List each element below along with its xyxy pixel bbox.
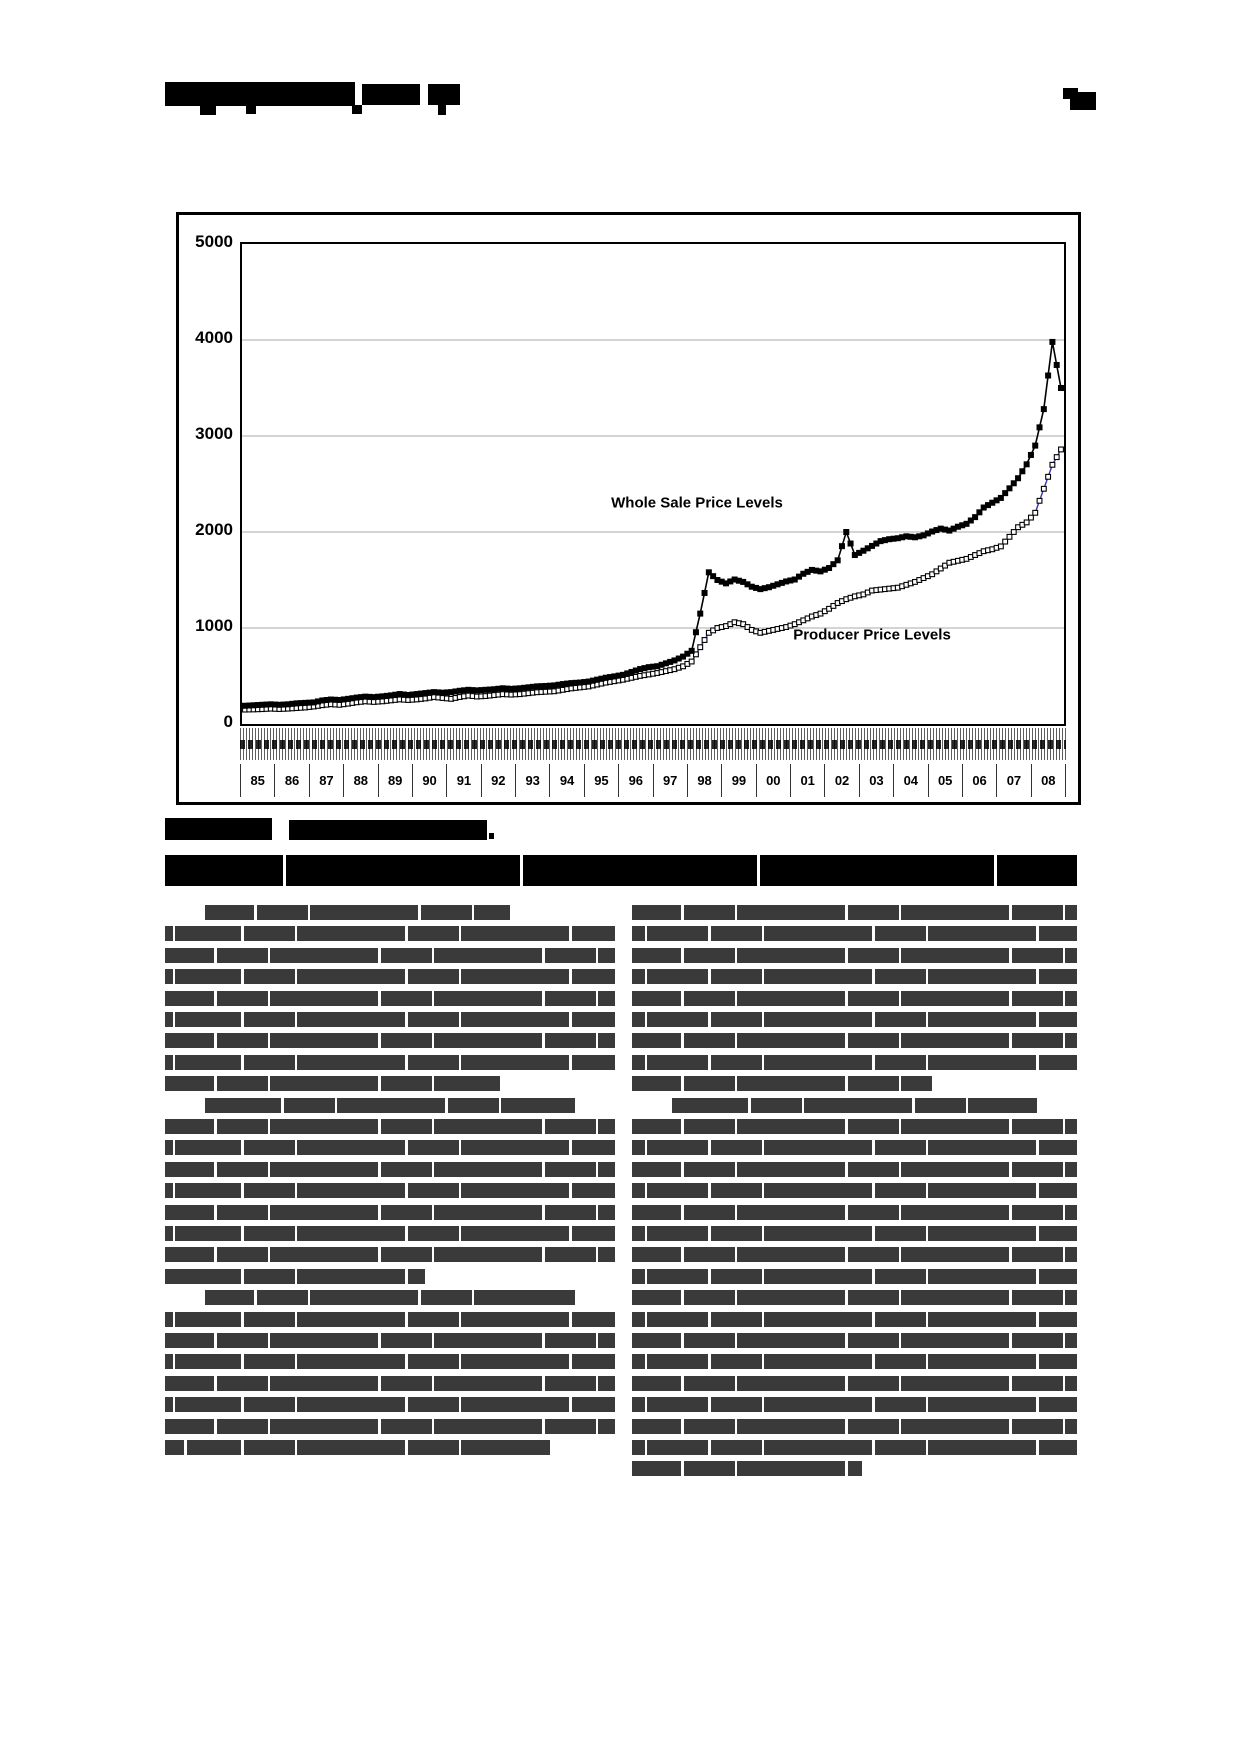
year-label: 98 bbox=[687, 764, 721, 797]
redacted-text-line bbox=[632, 1055, 1077, 1070]
redacted-text-line bbox=[165, 1440, 550, 1455]
redacted-text-line bbox=[632, 1226, 1077, 1241]
redacted-text-line bbox=[205, 905, 510, 920]
year-label: 04 bbox=[893, 764, 927, 797]
redacted-text-line bbox=[165, 1376, 615, 1391]
year-label: 97 bbox=[653, 764, 687, 797]
redacted-text-line bbox=[632, 1205, 1077, 1220]
redacted-text-line bbox=[205, 1290, 575, 1305]
producer-series-label: Producer Price Levels bbox=[793, 626, 951, 644]
year-label: 03 bbox=[859, 764, 893, 797]
price-levels-figure bbox=[176, 212, 1081, 805]
redacted-text-line bbox=[165, 1012, 615, 1027]
redacted-text-line bbox=[632, 1440, 1077, 1455]
year-label: 01 bbox=[790, 764, 824, 797]
redacted-text-line bbox=[632, 1162, 1077, 1177]
year-label: 96 bbox=[618, 764, 652, 797]
redacted-text-line bbox=[165, 1183, 615, 1198]
year-label: 87 bbox=[309, 764, 343, 797]
year-label: 07 bbox=[996, 764, 1030, 797]
wholesale-series-label: Whole Sale Price Levels bbox=[611, 494, 783, 512]
redacted-text-line bbox=[632, 1354, 1077, 1369]
year-label: 06 bbox=[962, 764, 996, 797]
redacted-text-line bbox=[165, 1269, 425, 1284]
redacted-text-line bbox=[632, 1376, 1077, 1391]
redacted-text-line bbox=[632, 1076, 932, 1091]
redacted-text-line bbox=[165, 1312, 615, 1327]
redacted-text-line bbox=[672, 1098, 1037, 1113]
year-label: 88 bbox=[343, 764, 377, 797]
redacted-text-line bbox=[632, 969, 1077, 984]
redacted-text-line bbox=[632, 948, 1077, 963]
title-redaction-bar bbox=[352, 105, 362, 114]
rotated-month-labels bbox=[240, 740, 1066, 749]
redacted-text-line bbox=[632, 905, 1077, 920]
y-axis-tick-label: 0 bbox=[223, 712, 233, 731]
redacted-text-line bbox=[165, 1119, 615, 1134]
source-redaction-bar bbox=[289, 820, 487, 840]
y-axis-tick-label: 1000 bbox=[195, 616, 233, 635]
year-axis-row bbox=[240, 764, 1066, 797]
source-redaction-bar bbox=[165, 818, 272, 840]
redacted-text-line bbox=[632, 926, 1077, 941]
redacted-text-line bbox=[165, 1162, 615, 1177]
redacted-text-line bbox=[632, 1119, 1077, 1134]
redacted-text-line bbox=[165, 926, 615, 941]
redacted-text-line bbox=[632, 1419, 1077, 1434]
y-axis-tick-label: 5000 bbox=[195, 232, 233, 251]
title-redaction-bar bbox=[362, 84, 420, 105]
redacted-text-line bbox=[632, 1183, 1077, 1198]
redacted-text-line bbox=[165, 969, 615, 984]
y-axis-tick-label: 3000 bbox=[195, 424, 233, 443]
redacted-text-line bbox=[632, 1290, 1077, 1305]
redacted-text-line bbox=[632, 1033, 1077, 1048]
year-label: 99 bbox=[721, 764, 755, 797]
redacted-text-line bbox=[632, 1140, 1077, 1155]
plot-area bbox=[240, 242, 1066, 726]
redacted-text-line bbox=[165, 1226, 615, 1241]
redacted-text-line bbox=[165, 991, 615, 1006]
year-label: 86 bbox=[274, 764, 308, 797]
title-redaction-bar bbox=[428, 84, 460, 105]
redacted-text-line bbox=[165, 1076, 500, 1091]
redacted-text-line bbox=[205, 1098, 575, 1113]
y-axis-tick-label: 4000 bbox=[195, 328, 233, 347]
title-redaction-bar bbox=[246, 106, 256, 114]
redacted-text-line bbox=[165, 1055, 615, 1070]
year-label: 85 bbox=[240, 764, 274, 797]
year-label: 00 bbox=[756, 764, 790, 797]
redacted-text-line bbox=[165, 1397, 615, 1412]
year-label: 90 bbox=[412, 764, 446, 797]
title-redaction-bar bbox=[438, 105, 446, 115]
redacted-text-line bbox=[632, 1247, 1077, 1262]
caption-redaction-bar bbox=[165, 855, 1077, 886]
redacted-text-line bbox=[165, 1033, 615, 1048]
page-number-redaction-bar bbox=[1070, 92, 1096, 110]
redacted-text-line bbox=[165, 1140, 615, 1155]
year-label: 93 bbox=[515, 764, 549, 797]
redacted-text-line bbox=[165, 1419, 615, 1434]
y-axis-tick-label: 2000 bbox=[195, 520, 233, 539]
year-label: 08 bbox=[1031, 764, 1066, 797]
redacted-text-line bbox=[165, 1333, 615, 1348]
redacted-text-line bbox=[165, 1354, 615, 1369]
year-label: 91 bbox=[446, 764, 480, 797]
redacted-text-line bbox=[632, 1397, 1077, 1412]
year-label: 94 bbox=[549, 764, 583, 797]
redacted-text-line bbox=[165, 1205, 615, 1220]
year-label: 92 bbox=[481, 764, 515, 797]
year-label: 02 bbox=[824, 764, 858, 797]
redacted-text-line bbox=[632, 1012, 1077, 1027]
title-redaction-bar bbox=[165, 82, 355, 106]
redacted-text-line bbox=[632, 1269, 1077, 1284]
redacted-text-line bbox=[632, 1333, 1077, 1348]
price-series-chart bbox=[242, 244, 1064, 724]
year-label: 95 bbox=[584, 764, 618, 797]
redacted-text-line bbox=[165, 948, 615, 963]
redacted-text-line bbox=[165, 1247, 615, 1262]
month-tick-labels-band bbox=[240, 728, 1066, 760]
redacted-text-line bbox=[632, 1312, 1077, 1327]
year-label: 05 bbox=[928, 764, 962, 797]
title-redaction-bar bbox=[200, 106, 216, 115]
redacted-text-line bbox=[632, 1461, 862, 1476]
source-redaction-bar bbox=[489, 833, 494, 839]
year-label: 89 bbox=[378, 764, 412, 797]
redacted-text-line bbox=[632, 991, 1077, 1006]
